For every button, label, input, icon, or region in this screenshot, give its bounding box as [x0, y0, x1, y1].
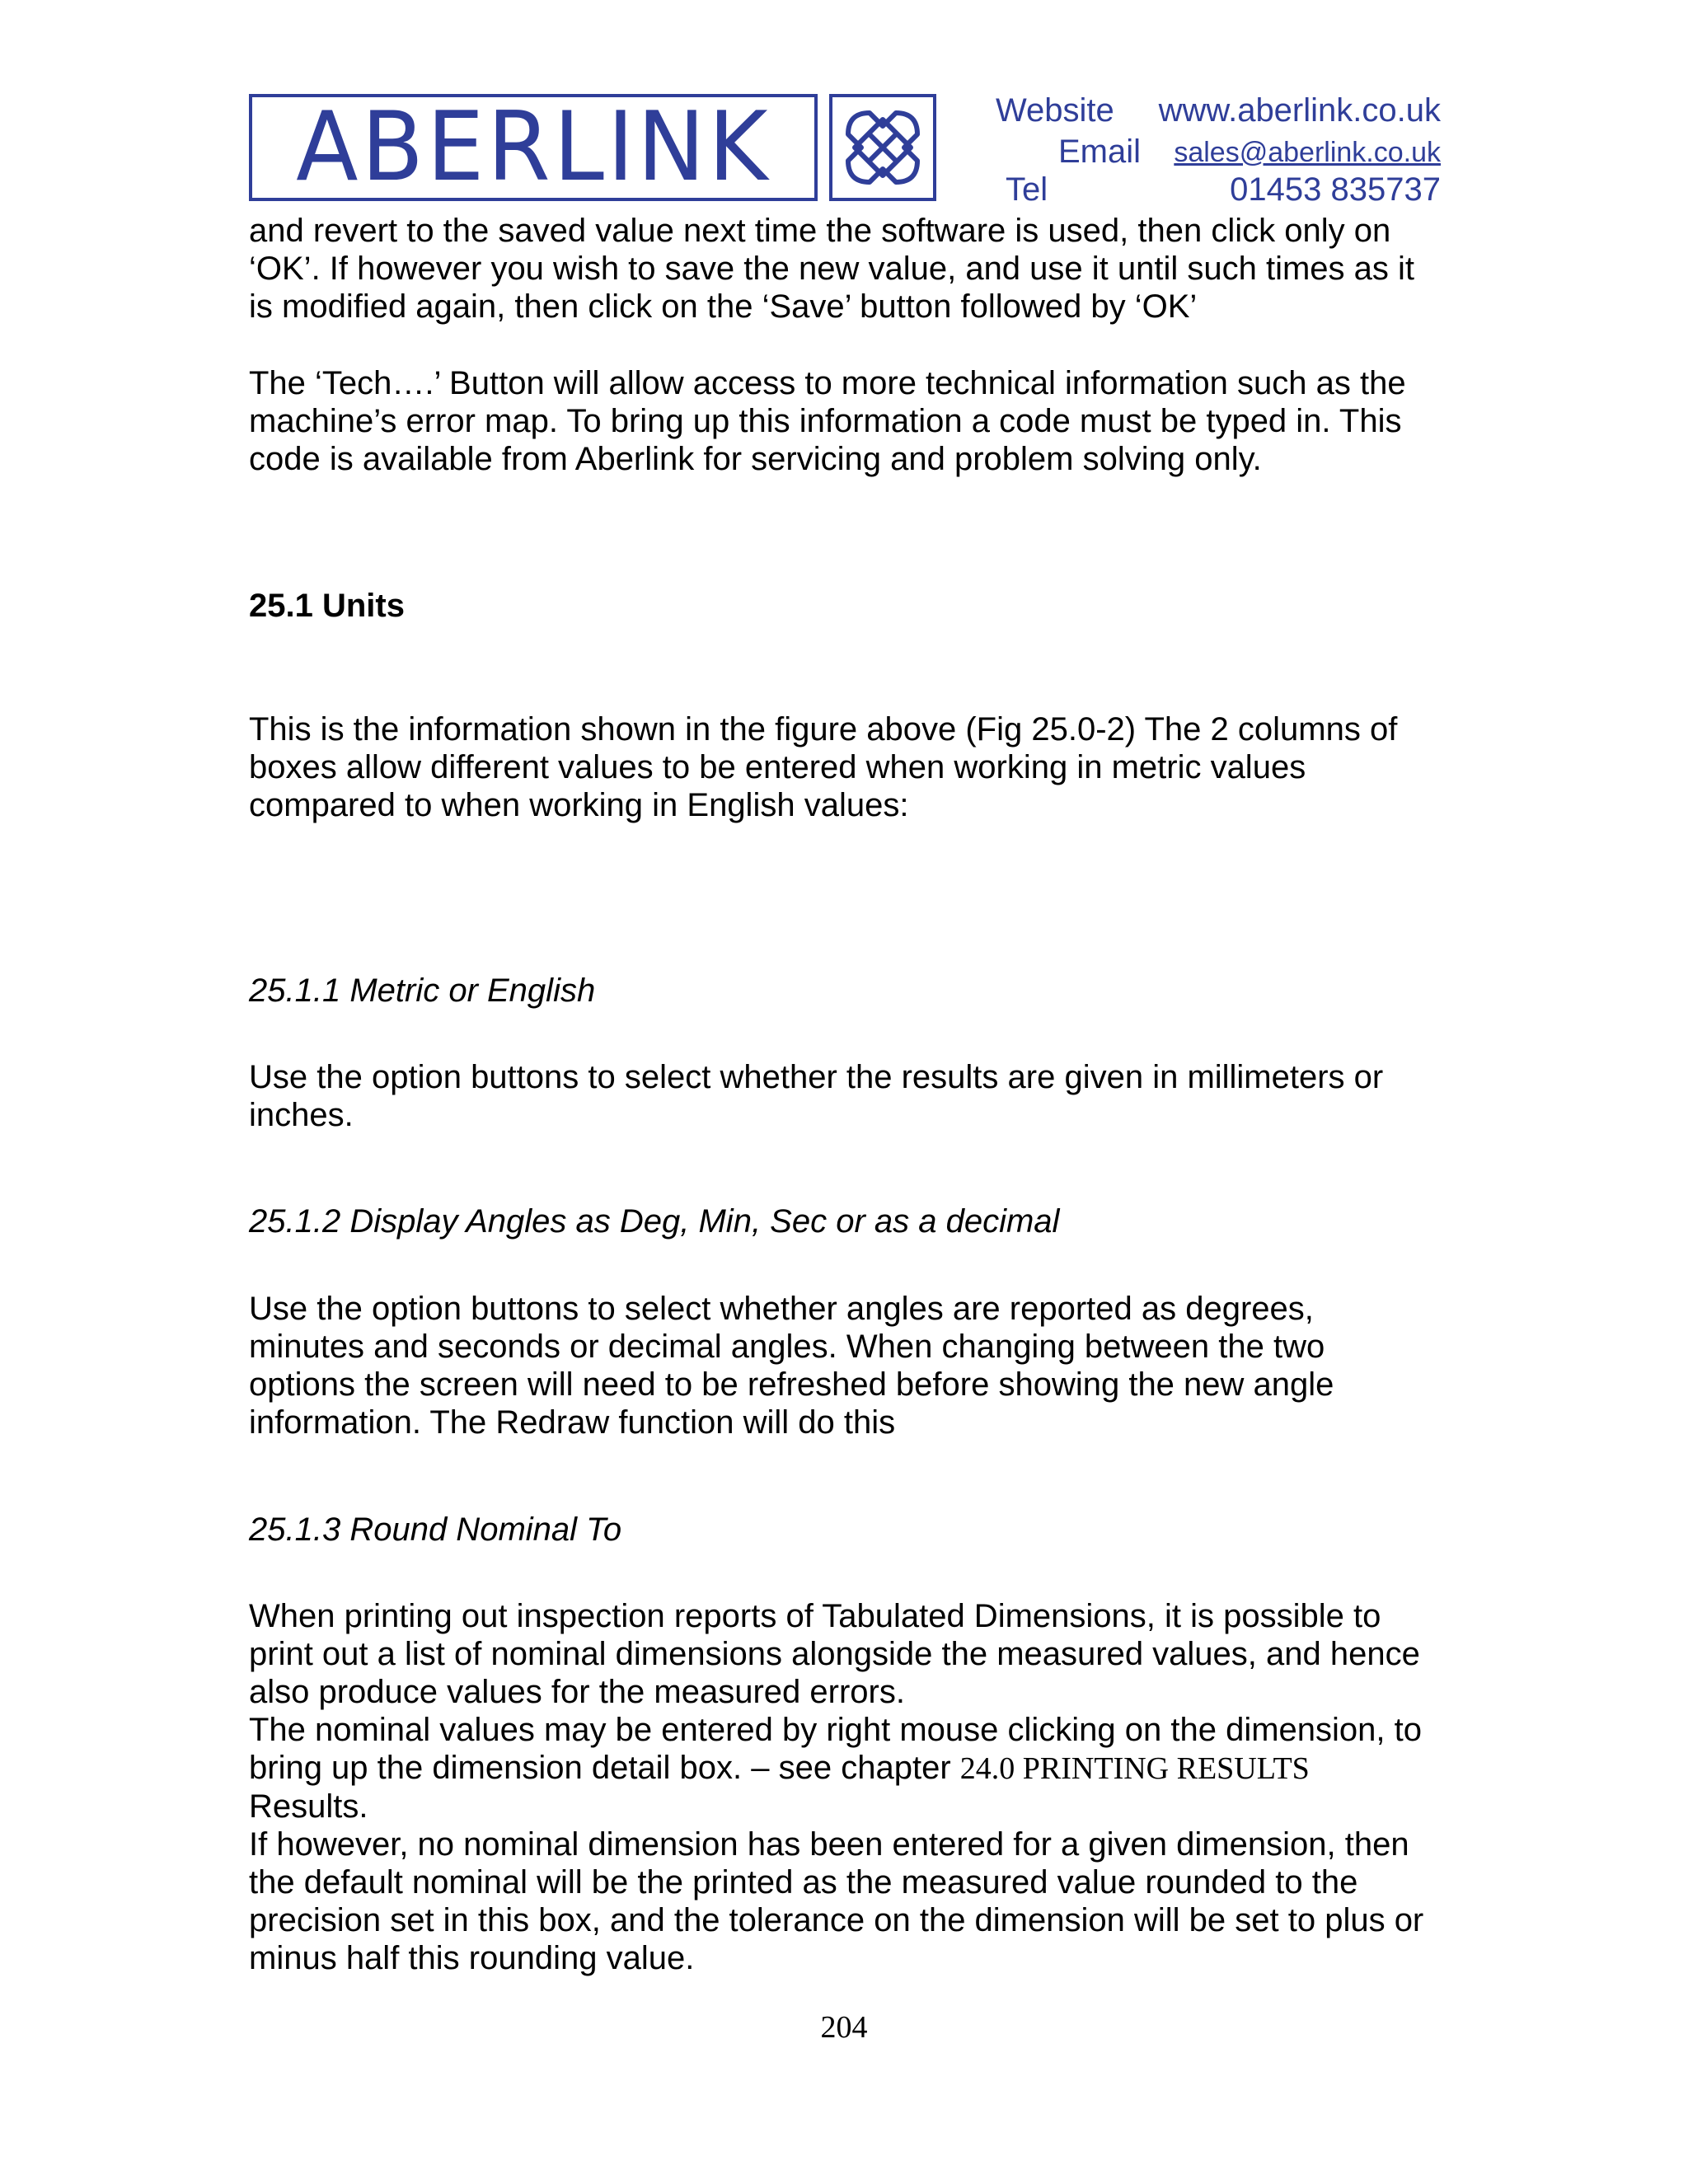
text-line: also produce values for the measured errors. — [249, 1674, 905, 1710]
logo-text: ABERLINK — [295, 91, 771, 203]
paragraph-save-ok — [249, 212, 1469, 326]
page-number: 204 — [820, 2010, 868, 2045]
text-line: Use the option buttons to select whether the results are given in millimeters or — [249, 1059, 1384, 1095]
knot-graphic — [837, 101, 929, 194]
paragraph-tech-button — [249, 364, 1469, 478]
text-line: is modified again, then click on the ‘Save’ button followed by ‘OK’ — [249, 288, 1198, 325]
text-line: ‘OK’. If however you wish to save the new value, and use it until such times as it — [249, 251, 1415, 287]
paragraph-metric-english — [249, 1058, 1469, 1134]
chapter-reference-link[interactable]: 24.0 PRINTING RESULTS — [959, 1751, 1310, 1786]
text-line: minus half this rounding value. — [249, 1940, 695, 1976]
subheading-metric-english: 25.1.1 Metric or English — [249, 972, 596, 1009]
text-line: minutes and seconds or decimal angles. When changing between the two — [249, 1329, 1325, 1365]
text-line: The nominal values may be entered by right mouse clicking on the dimension, to — [249, 1712, 1422, 1748]
text-line: precision set in this box, and the tolerance on the dimension will be set to plus or — [249, 1902, 1424, 1938]
text-line: This is the information shown in the figure above (Fig 25.0-2) The 2 columns of — [249, 711, 1398, 748]
paragraph-round-nominal — [249, 1597, 1469, 1977]
tel-value: 01453 835737 — [1230, 171, 1441, 208]
text-line: and revert to the saved value next time the software is used, then click only on — [249, 213, 1391, 249]
aberlink-logo — [249, 91, 818, 203]
text-line: When printing out inspection reports of Tabulated Dimensions, it is possible to — [249, 1598, 1381, 1634]
text-line: The ‘Tech….’ Button will allow access to more technical information such as the — [249, 365, 1406, 401]
subheading-display-angles: 25.1.2 Display Angles as Deg, Min, Sec or as a decimal — [249, 1203, 1060, 1240]
text-line: the default nominal will be the printed as the measured value rounded to the — [249, 1864, 1358, 1900]
text-line: compared to when working in English values: — [249, 787, 909, 823]
text-line: boxes allow different values to be entered when working in metric values — [249, 749, 1306, 785]
email-label: Email — [1058, 134, 1142, 170]
text-line: code is available from Aberlink for servicing and problem solving only. — [249, 441, 1262, 477]
section-heading-units: 25.1 Units — [249, 588, 405, 624]
website-label: Website — [996, 92, 1114, 129]
text-line: print out a list of nominal dimensions alongside the measured values, and hence — [249, 1636, 1420, 1672]
chapter-reference-prefix: bring up the dimension detail box. – see chapter — [249, 1750, 960, 1786]
subheading-round-nominal: 25.1.3 Round Nominal To — [249, 1511, 622, 1548]
text-line: If however, no nominal dimension has been entered for a given dimension, then — [249, 1826, 1409, 1863]
text-line: machine’s error map. To bring up this information a code must be typed in. This — [249, 403, 1402, 439]
website-link[interactable]: www.aberlink.co.uk — [1158, 92, 1441, 129]
tel-label: Tel — [1006, 171, 1048, 208]
email-link[interactable]: sales@aberlink.co.uk — [1174, 137, 1441, 168]
text-line: information. The Redraw function will do this — [249, 1404, 896, 1441]
paragraph-display-angles — [249, 1290, 1469, 1441]
celtic-knot-icon — [829, 94, 936, 201]
text-line: inches. — [249, 1097, 354, 1133]
text-line — [249, 1749, 1469, 1788]
paragraph-units-info — [249, 710, 1469, 824]
text-line: Results. — [249, 1788, 368, 1825]
text-line: Use the option buttons to select whether angles are reported as degrees, — [249, 1291, 1314, 1327]
text-line: options the screen will need to be refreshed before showing the new angle — [249, 1366, 1334, 1403]
